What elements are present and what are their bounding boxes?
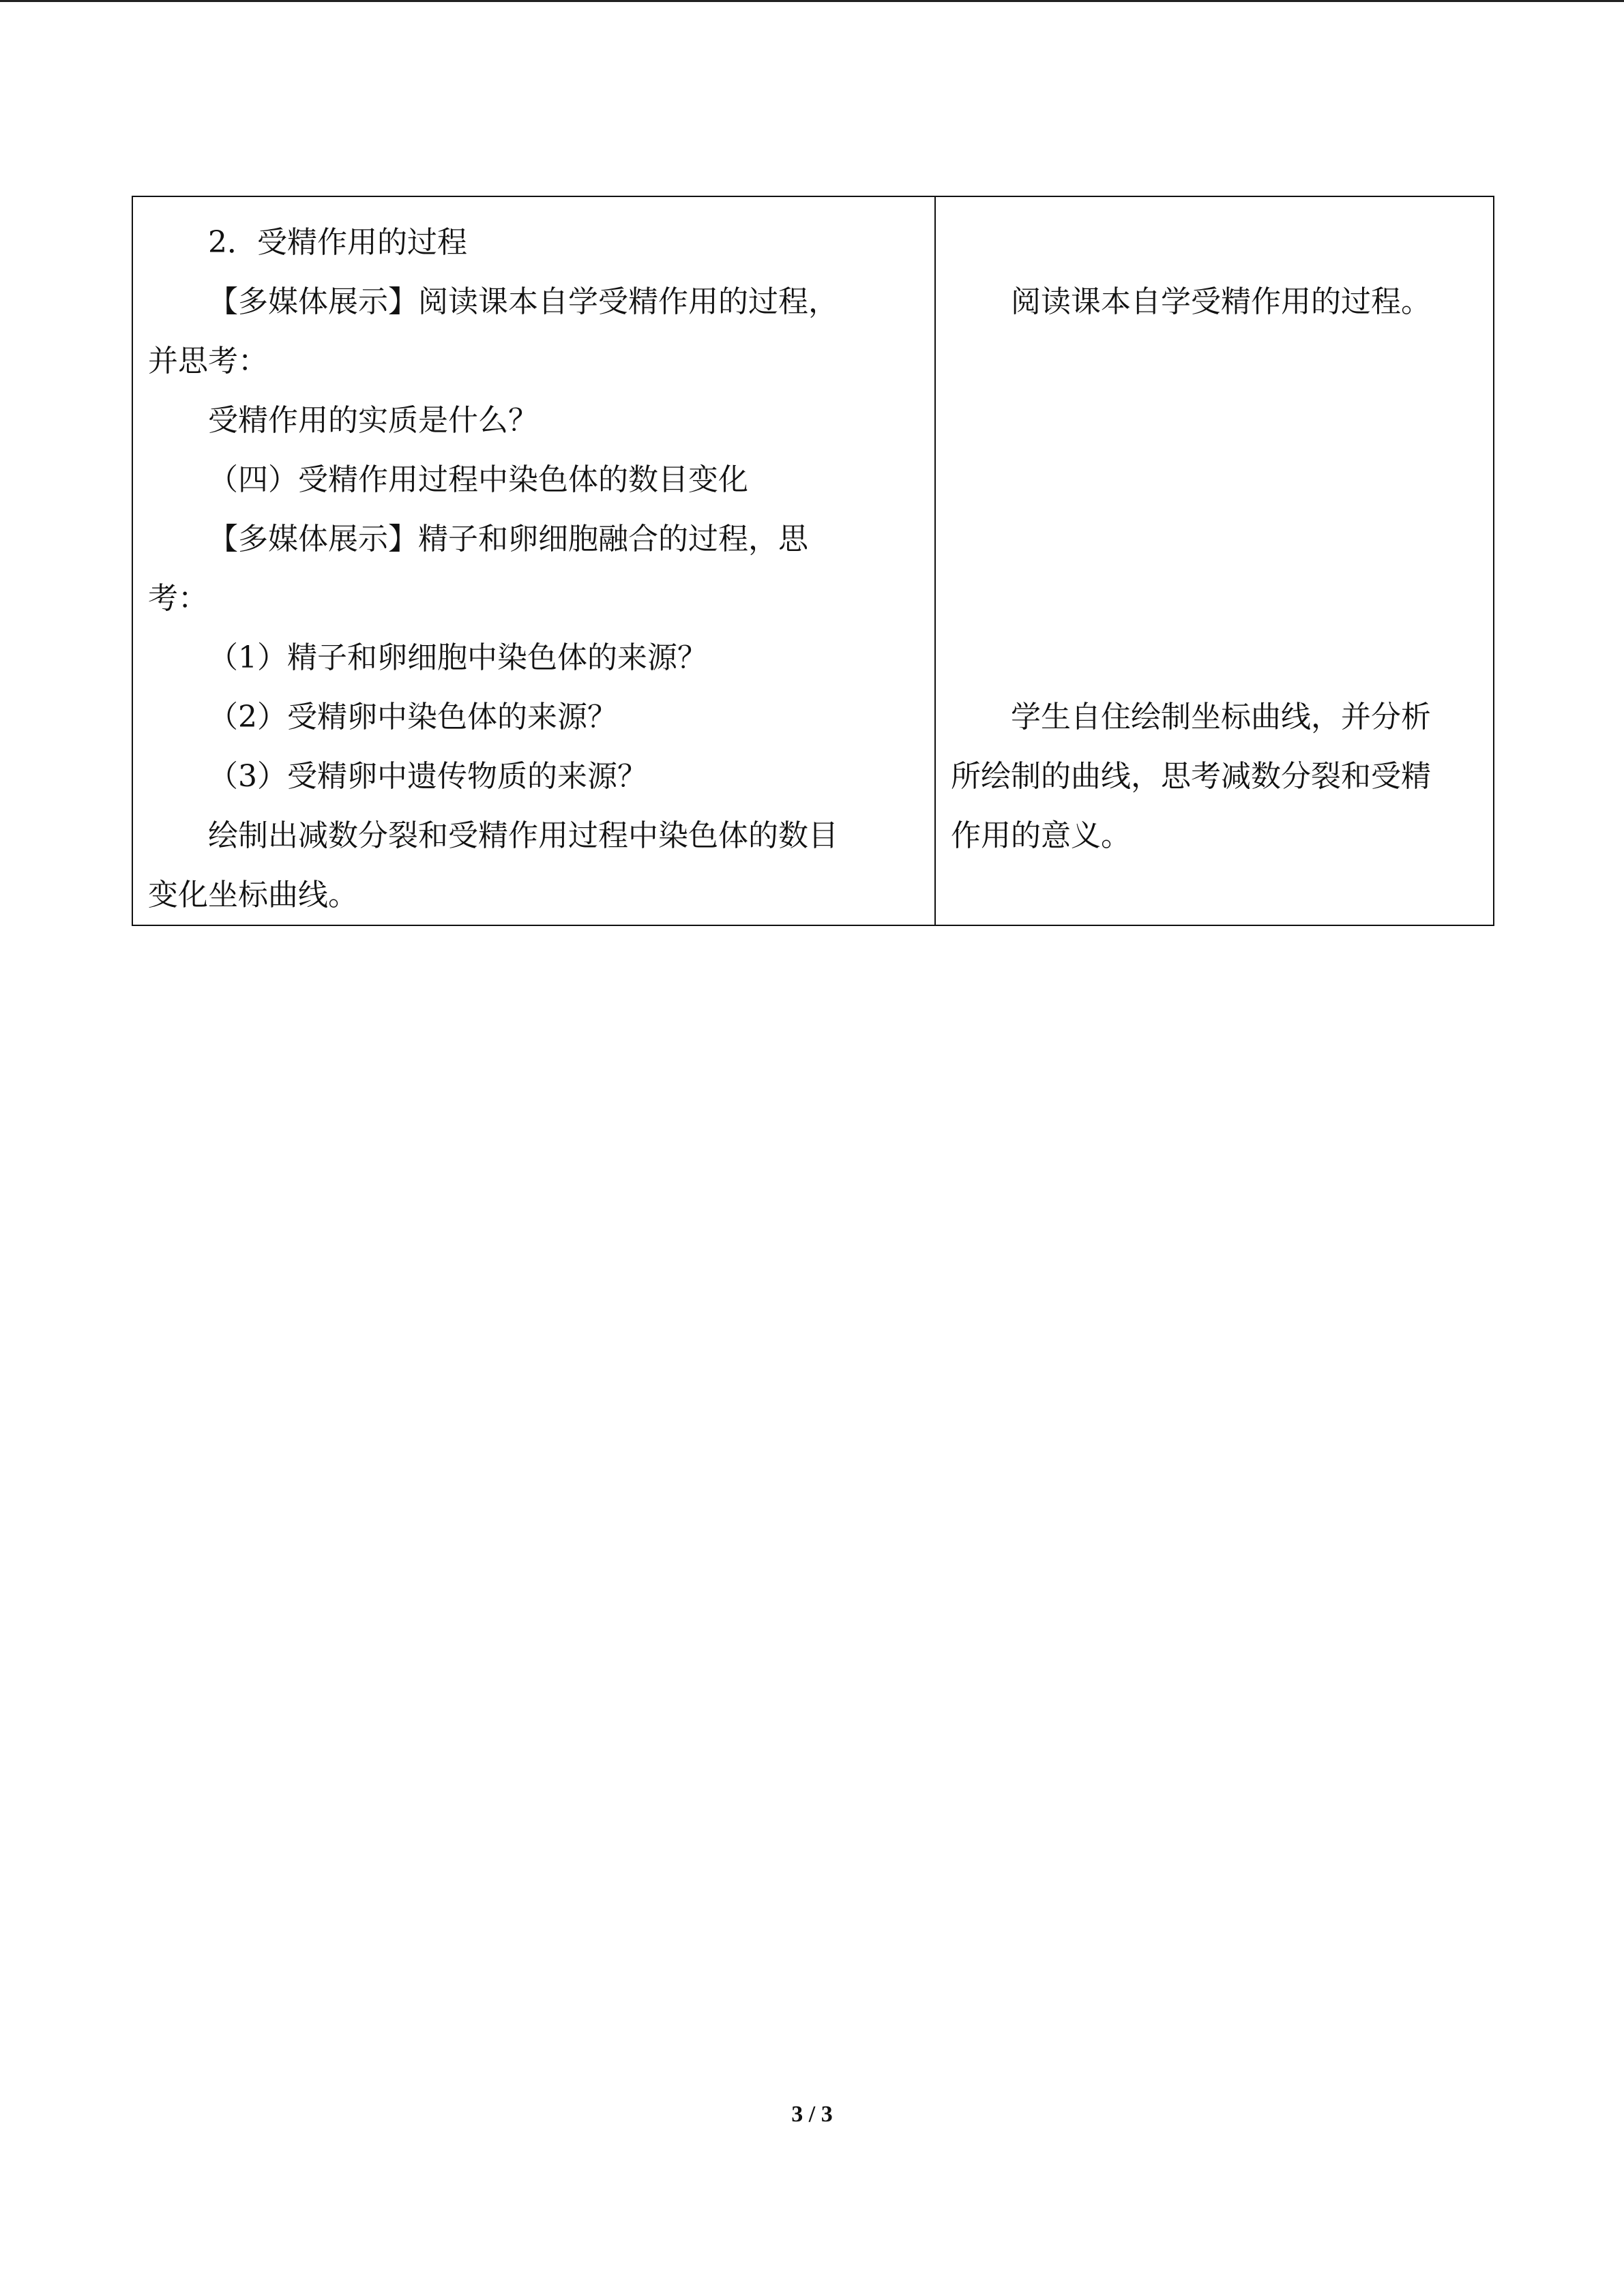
teacher-activity-cell [132,196,935,925]
text-line: 变化坐标曲线。 [148,878,358,912]
text-line: 所绘制的曲线，思考减数分裂和受精 [951,759,1431,794]
page-top-border [0,0,1624,2]
text-line: 受精作用的实质是什么？ [208,403,538,438]
text-line: 【多媒体展示】精子和卵细胞融合的过程，思 [208,522,808,556]
section-heading: 2．受精作用的过程 [208,225,467,260]
question-item: （1）精子和卵细胞中染色体的来源？ [208,640,707,675]
text-line: 作用的意义。 [951,818,1131,853]
text-line: 阅读课本自学受精作用的过程。 [1011,284,1431,319]
text-line: 并思考： [148,344,268,378]
text-line: 【多媒体展示】阅读课本自学受精作用的过程， [208,284,838,319]
text-line: 学生自住绘制坐标曲线，并分析 [1011,700,1431,734]
lesson-plan-table [132,196,1494,926]
question-item: （3）受精卵中遗传物质的来源？ [208,759,647,794]
subsection-heading: （四）受精作用过程中染色体的数目变化 [208,462,748,497]
page-number: 3 / 3 [791,2102,833,2127]
student-activity-cell [935,196,1494,925]
table-row [132,196,1494,925]
text-line: 考： [148,581,208,616]
question-item: （2）受精卵中染色体的来源？ [208,700,617,734]
text-line: 绘制出减数分裂和受精作用过程中染色体的数目 [208,818,838,853]
